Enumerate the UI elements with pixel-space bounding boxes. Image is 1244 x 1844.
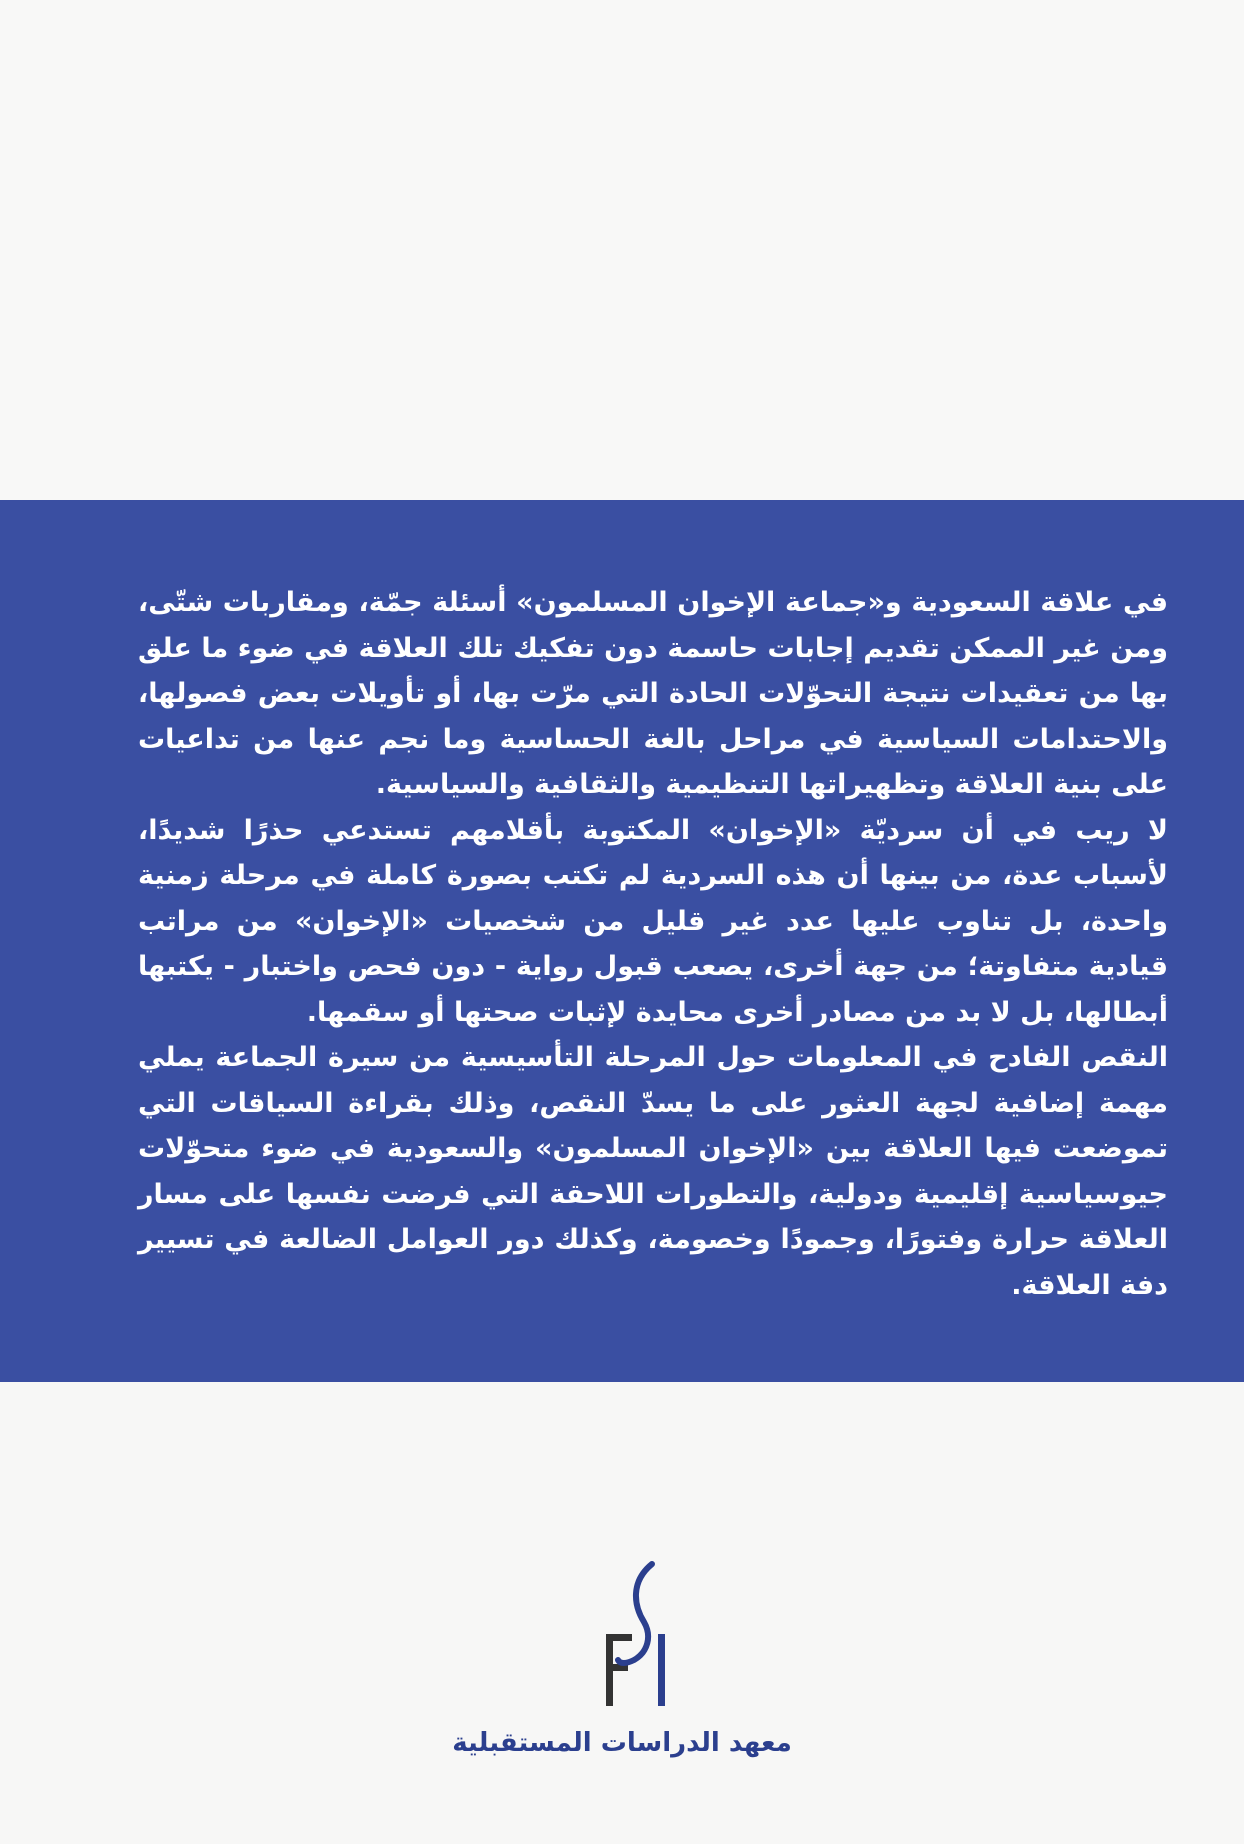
logo-letter-i — [658, 1634, 665, 1706]
blurb-band — [0, 500, 1244, 1382]
blurb-paragraph-3: النقص الفادح في المعلومات حول المرحلة التأسيسية من سيرة الجماعة يملي مهمة إضافية لجهة العثور على ما يسدّ النقص، وذلك بقراءة السياقات التي تموضعت فيها العلاقة بين «الإخوان المسلمون» والسعودية في ضوء متحوّلات جيوسياسية إقليمية ودولية، والتطورات اللاحقة التي فرضت نفسها على مسار العلاقة حرارة وفتورًا، وجمودًا وخصومة، وكذلك دور العوامل الضالعة في تسيير دفة العلاقة. — [138, 1042, 1168, 1301]
logo-letter-f-top — [606, 1634, 632, 1641]
logo-letter-s — [618, 1564, 652, 1663]
blurb-text — [138, 580, 1168, 1308]
fsi-logo-icon — [590, 1560, 690, 1710]
publisher-logo — [0, 1560, 1244, 1760]
publisher-name: معهد الدراسات المستقبلية — [452, 1728, 792, 1758]
blurb-paragraph-1: في علاقة السعودية و«جماعة الإخوان المسلمون» أسئلة جمّة، ومقاربات شتّى، ومن غير الممكن تقديم إجابات حاسمة دون تفكيك تلك العلاقة في ضوء ما علق بها من تعقيدات نتيجة التحوّلات الحادة التي مرّت بها، أو تأويلات بعض فصولها، والاحتدامات السياسية في مراحل بالغة الحساسية وما نجم عنها من تداعيات على بنية العلاقة وتظهيراتها التنظيمية والثقافية والسياسية. — [138, 587, 1168, 800]
cover-top-area — [0, 0, 1244, 500]
blurb-paragraph-2: لا ريب في أن سرديّة «الإخوان» المكتوبة بأقلامهم تستدعي حذرًا شديدًا، لأسباب عدة، من بينها أن هذه السردية لم تكتب بصورة كاملة في مرحلة زمنية واحدة، بل تناوب عليها عدد غير قليل من شخصيات «الإخوان» من مراتب قيادية متفاوتة؛ من جهة أخرى، يصعب قبول رواية - دون فحص واختبار - يكتبها أبطالها، بل لا بد من مصادر أخرى محايدة لإثبات صحتها أو سقمها. — [138, 814, 1168, 1028]
